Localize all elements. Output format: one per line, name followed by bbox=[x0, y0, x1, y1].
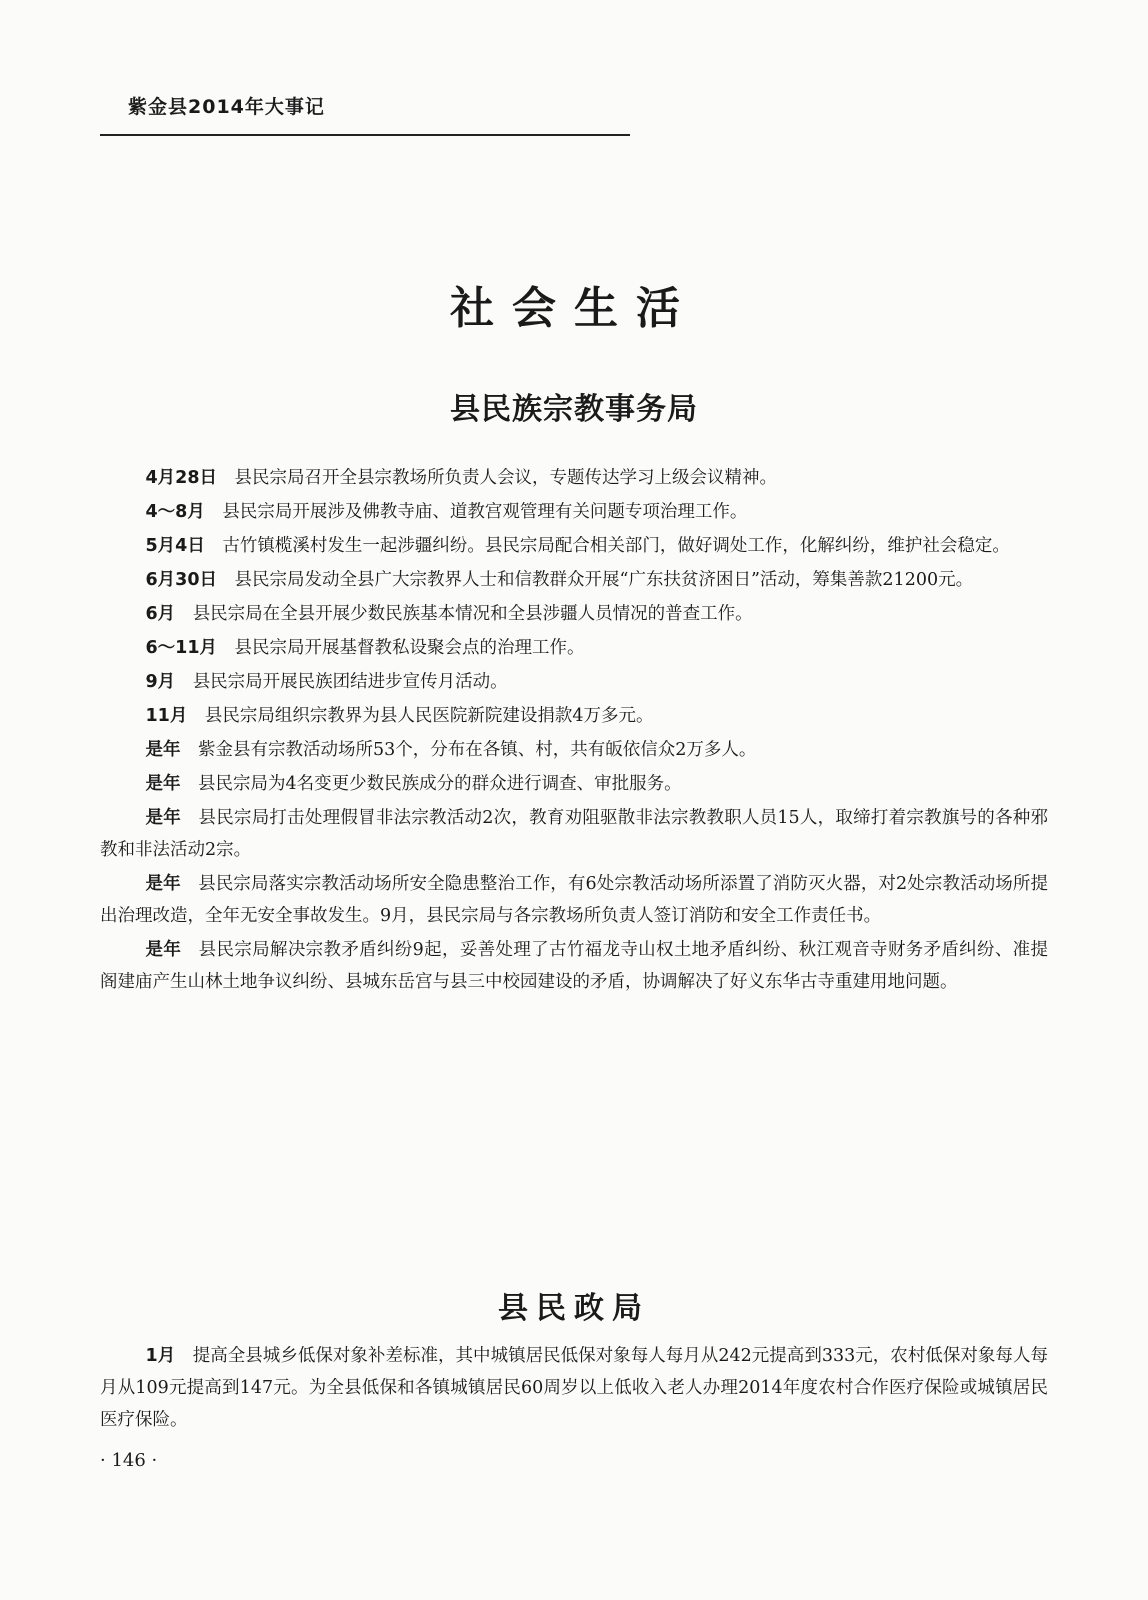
chronicle-entry bbox=[100, 868, 1048, 932]
chronicle-entry bbox=[100, 564, 1048, 596]
chapter-title: 社会生活 bbox=[450, 283, 698, 334]
entry-date: 9月 bbox=[145, 672, 176, 692]
section-title-civil-affairs: 县民政局 bbox=[498, 1291, 650, 1326]
section-title-ethnic-religious-affairs: 县民族宗教事务局 bbox=[450, 392, 698, 427]
entry-date: 5月4日 bbox=[145, 536, 205, 556]
entry-text: 县民宗局打击处理假冒非法宗教活动2次，教育劝阻驱散非法宗教教职人员15人，取缔打着宗教旗号的各种邪教和非法活动2宗。 bbox=[100, 808, 1049, 860]
chronicle-entry bbox=[100, 598, 1048, 630]
entry-date: 是年 bbox=[145, 940, 182, 960]
chronicle-entry bbox=[100, 632, 1048, 664]
entry-text: 县民宗局召开全县宗教场所负责人会议，专题传达学习上级会议精神。 bbox=[234, 468, 778, 488]
entry-text: 县民宗局开展民族团结进步宣传月活动。 bbox=[192, 672, 508, 692]
entry-text: 县民宗局为4名变更少数民族成分的群众进行调查、审批服务。 bbox=[198, 774, 682, 794]
entry-text: 提高全县城乡低保对象补差标准，其中城镇居民低保对象每人每月从242元提高到333元，农村低保对象每人每月从109元提高到147元。为全县低保和各镇城镇居民60周岁以上低收入老人办理2014年度农村合作医疗保险或城镇居民医疗保险。 bbox=[100, 1346, 1048, 1430]
entry-text: 县民宗局落实宗教活动场所安全隐患整治工作，有6处宗教活动场所添置了消防灭火器，对2处宗教活动场所提出治理改造，全年无安全事故发生。9月，县民宗局与各宗教场所负责人签订消防和安全工作责任书。 bbox=[100, 874, 1049, 926]
entry-date: 6月 bbox=[145, 604, 176, 624]
chronicle-entry bbox=[100, 700, 1048, 732]
chronicle-entry bbox=[100, 934, 1048, 998]
entry-date: 是年 bbox=[145, 740, 181, 760]
entry-text: 古竹镇榄溪村发生一起涉疆纠纷。县民宗局配合相关部门，做好调处工作，化解纠纷，维护社会稳定。 bbox=[222, 536, 1010, 556]
chronicle-entry bbox=[100, 768, 1048, 800]
entry-date: 是年 bbox=[145, 874, 181, 894]
chronicle-entry bbox=[100, 496, 1048, 528]
chronicle-entry bbox=[100, 1340, 1048, 1436]
entry-date: 11月 bbox=[145, 706, 188, 726]
entry-text: 县民宗局组织宗教界为县人民医院新院建设捐款4万多元。 bbox=[204, 706, 654, 726]
entry-date: 1月 bbox=[145, 1346, 176, 1366]
chronicle-entry bbox=[100, 462, 1048, 494]
page-number: · 146 · bbox=[100, 1450, 158, 1471]
entry-date: 是年 bbox=[145, 774, 181, 794]
entry-text: 紫金县有宗教活动场所53个，分布在各镇、村，共有皈依信众2万多人。 bbox=[198, 740, 757, 760]
chronicle-entry bbox=[100, 530, 1048, 562]
entry-text: 县民宗局在全县开展少数民族基本情况和全县涉疆人员情况的普查工作。 bbox=[192, 604, 753, 624]
header-rule bbox=[100, 134, 630, 136]
chronicle-entry bbox=[100, 666, 1048, 698]
entry-date: 4月28日 bbox=[145, 468, 218, 488]
entry-text: 县民宗局开展涉及佛教寺庙、道教宫观管理有关问题专项治理工作。 bbox=[222, 502, 748, 522]
running-head: 紫金县2014年大事记 bbox=[128, 96, 325, 118]
entry-date: 是年 bbox=[145, 808, 181, 828]
chronicle-entry bbox=[100, 734, 1048, 766]
entry-date: 6月30日 bbox=[145, 570, 218, 590]
chronicle-entry bbox=[100, 802, 1048, 866]
entry-text: 县民宗局开展基督教私设聚会点的治理工作。 bbox=[234, 638, 585, 658]
entry-text: 县民宗局发动全县广大宗教界人士和信教群众开展“广东扶贫济困日”活动，筹集善款21200元。 bbox=[234, 570, 974, 590]
entry-text: 县民宗局解决宗教矛盾纠纷9起，妥善处理了古竹福龙寺山权土地矛盾纠纷、秋江观音寺财务矛盾纠纷、准提阁建庙产生山林土地争议纠纷、县城东岳宫与县三中校园建设的矛盾，协调解决了好义东华古寺重建用地问题。 bbox=[100, 940, 1048, 992]
entry-date: 4～8月 bbox=[145, 502, 205, 522]
section-entries-civil-affairs bbox=[100, 1340, 1048, 1438]
section-entries-ethnic-religious-affairs bbox=[100, 462, 1048, 1000]
entry-date: 6～11月 bbox=[145, 638, 218, 658]
